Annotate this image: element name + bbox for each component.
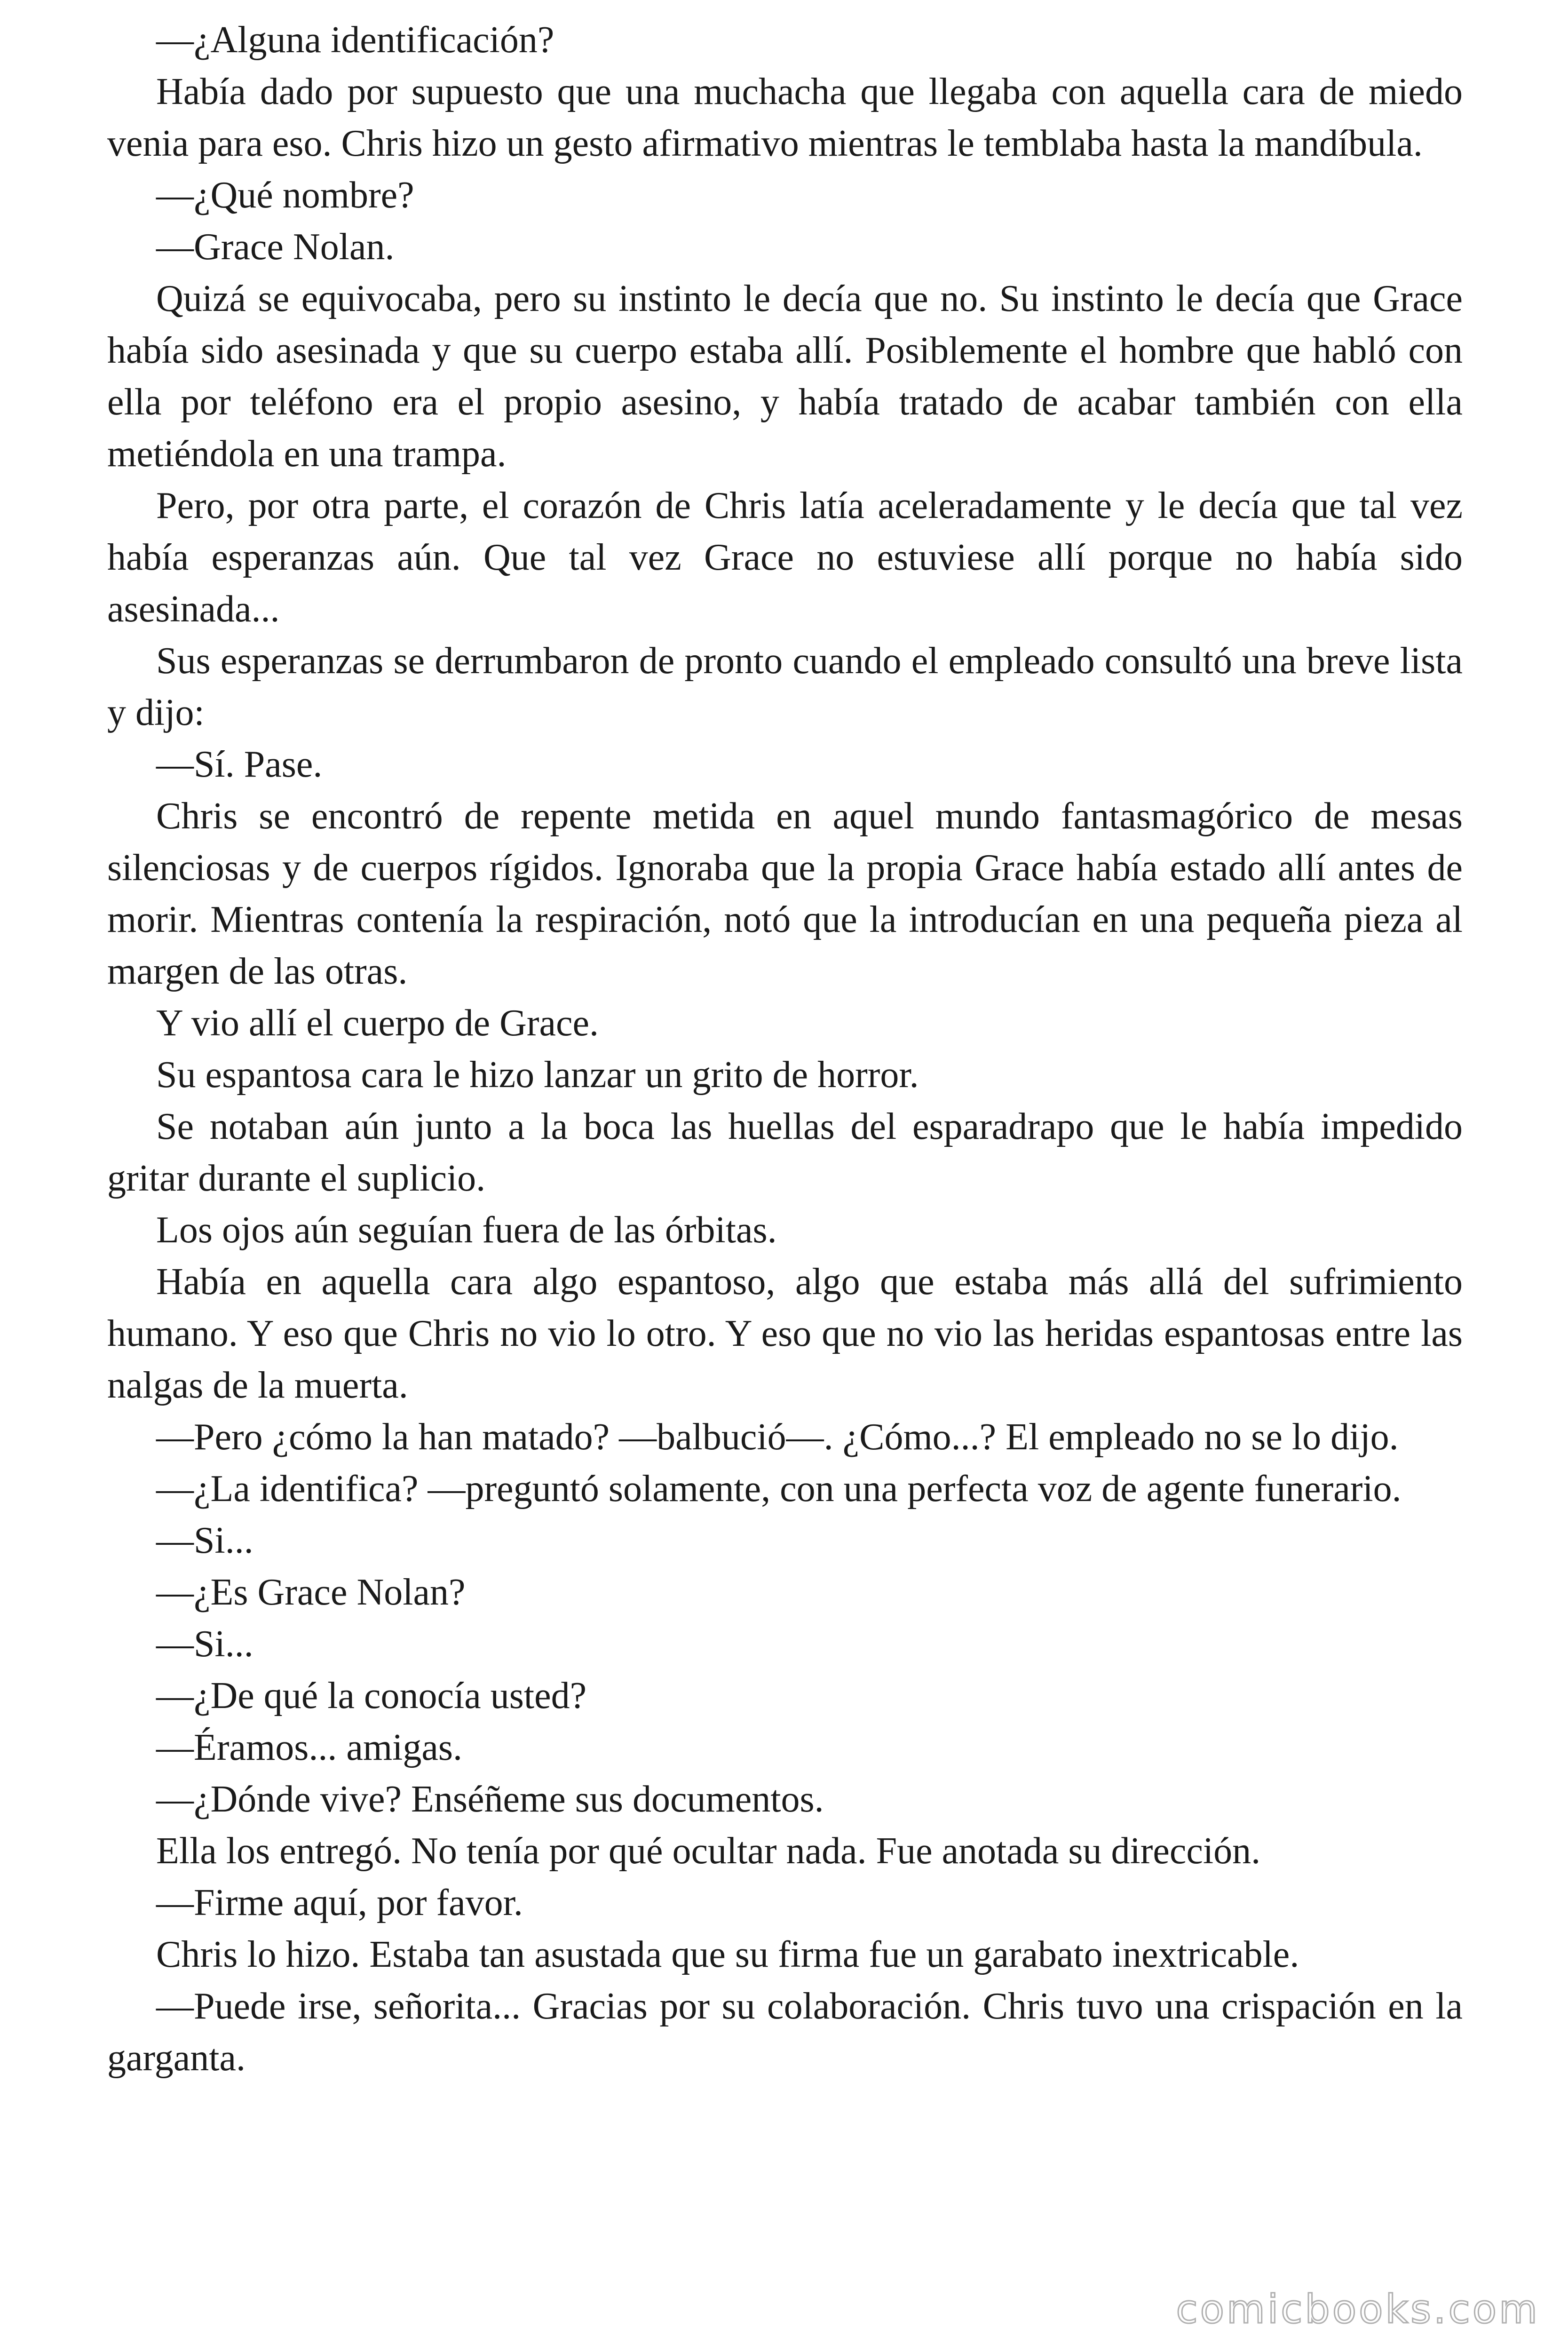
paragraph: —¿Es Grace Nolan? <box>156 1572 466 1613</box>
paragraph: Chris se encontró de repente metida en aquel mundo fantasmagórico de mesas silenciosas y de cuerpos rígidos. Ignoraba que la propia Grace había estado allí antes de morir. Mientras contenía la respiración, notó que la introducían en una pequeña pieza al margen de las otras. <box>107 795 1463 992</box>
paragraph: Sus esperanzas se derrumbaron de pronto cuando el empleado consultó una breve lista y dijo: <box>107 640 1463 733</box>
paragraph: Se notaban aún junto a la boca las huellas del esparadrapo que le había impedido gritar durante el suplicio. <box>107 1106 1463 1199</box>
paragraph: —Si... <box>156 1520 253 1561</box>
paragraph: —¿Qué nombre? <box>156 175 414 216</box>
paragraph: —Puede irse, señorita... Gracias por su colaboración. Chris tuvo una crispación en la garganta. <box>107 1986 1463 2079</box>
paragraph: —¿La identifica? —preguntó solamente, con una perfecta voz de agente funerario. <box>156 1468 1402 1510</box>
paragraph: Ella los entregó. No tenía por qué ocultar nada. Fue anotada su dirección. <box>156 1830 1261 1872</box>
page-text <box>107 14 1463 2084</box>
paragraph: Chris lo hizo. Estaba tan asustada que su firma fue un garabato inextricable. <box>156 1934 1299 1975</box>
paragraph: Quizá se equivocaba, pero su instinto le decía que no. Su instinto le decía que Grace había sido asesinada y que su cuerpo estaba allí. Posiblemente el hombre que habló con ella por teléfono era el propio asesino, y había tratado de acabar también con ella metiéndola en una trampa. <box>107 278 1463 475</box>
paragraph: Su espantosa cara le hizo lanzar un grito de horror. <box>156 1054 919 1096</box>
paragraph: Los ojos aún seguían fuera de las órbitas. <box>156 1209 777 1251</box>
paragraph: Había dado por supuesto que una muchacha que llegaba con aquella cara de miedo venia para eso. Chris hizo un gesto afirmativo mientras le temblaba hasta la mandíbula. <box>107 71 1463 164</box>
paragraph: —Pero ¿cómo la han matado? —balbució—. ¿Cómo...? El empleado no se lo dijo. <box>156 1416 1399 1458</box>
paragraph: —Grace Nolan. <box>156 226 395 268</box>
watermark: comicbooks.com <box>1176 2286 1540 2332</box>
paragraph: —Si... <box>156 1623 253 1665</box>
paragraph: Pero, por otra parte, el corazón de Chris latía aceleradamente y le decía que tal vez había esperanzas aún. Que tal vez Grace no estuviese allí porque no había sido asesinada... <box>107 485 1463 630</box>
paragraph: —Firme aquí, por favor. <box>156 1882 523 1923</box>
paragraph: —¿De qué la conocía usted? <box>156 1675 587 1716</box>
paragraph: Había en aquella cara algo espantoso, algo que estaba más allá del sufrimiento humano. Y eso que Chris no vio lo otro. Y eso que no vio las heridas espantosas entre las nalgas de la muerta. <box>107 1261 1463 1406</box>
paragraph: —¿Dónde vive? Enséñeme sus documentos. <box>156 1779 824 1820</box>
paragraph: —¿Alguna identificación? <box>156 19 554 61</box>
paragraph: Y vio allí el cuerpo de Grace. <box>156 1002 599 1044</box>
paragraph: —Sí. Pase. <box>156 744 323 785</box>
paragraph: —Éramos... amigas. <box>156 1727 462 1768</box>
